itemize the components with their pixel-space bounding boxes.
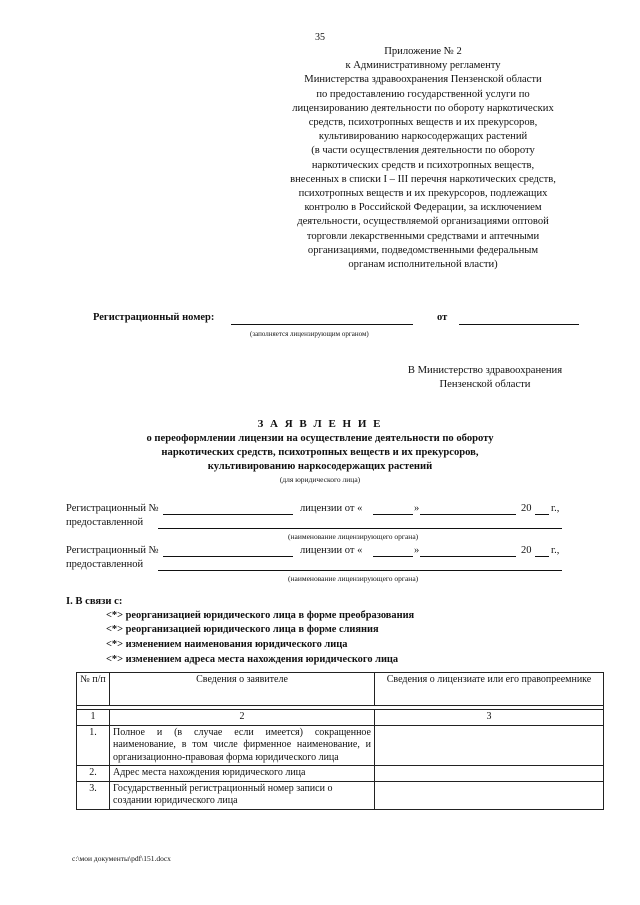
row-label: Полное и (в случае если имеется) сокращенное наименование, в том числе фирменное наименование, и организационно-правовая форма юридического лица bbox=[110, 725, 375, 766]
row-label: Адрес места нахождения юридического лица bbox=[110, 766, 375, 782]
reason-option-address-change[interactable]: <*> изменением адреса места нахождения юридического лица bbox=[106, 654, 399, 665]
document-title: З А Я В Л Е Н И Е bbox=[257, 418, 383, 430]
header-applicant: Сведения о заявителе bbox=[110, 673, 375, 706]
row-value-input[interactable] bbox=[375, 725, 604, 766]
appendix-line: к Административному регламенту bbox=[345, 60, 501, 72]
row-label: Государственный регистрационный номер записи о создании юридического лица bbox=[110, 781, 375, 809]
table-row bbox=[77, 725, 604, 766]
provided-label-2: предоставленной bbox=[66, 559, 144, 570]
appendix-line: органам исполнительной власти) bbox=[348, 259, 498, 271]
appendix-line: Министерства здравоохранения Пензенской области bbox=[304, 74, 542, 86]
year-prefix-2: 20 bbox=[521, 545, 532, 556]
table-header-row bbox=[77, 673, 604, 706]
subtitle-line: наркотических средств, психотропных веществ и их прекурсоров, bbox=[161, 447, 479, 459]
registration-number-field[interactable] bbox=[231, 312, 413, 325]
column-number-row bbox=[77, 710, 604, 726]
document-subtitle bbox=[60, 432, 580, 475]
reg-number-field-1[interactable] bbox=[163, 503, 293, 515]
col-number: 1 bbox=[77, 710, 110, 726]
registration-label: Регистрационный номер: bbox=[93, 312, 215, 323]
registration-note: (заполняется лицензирующим органом) bbox=[250, 330, 369, 338]
ministry-addressee bbox=[360, 364, 610, 392]
page-number: 35 bbox=[315, 32, 325, 43]
reason-option-name-change[interactable]: <*> изменением наименования юридического лица bbox=[106, 639, 348, 650]
registration-date-field[interactable] bbox=[459, 312, 579, 325]
appendix-line: средств, психотропных веществ и их прекурсоров, bbox=[308, 117, 538, 129]
subtitle-line: культивированию наркосодержащих растений bbox=[207, 461, 433, 473]
col-number: 3 bbox=[375, 710, 604, 726]
ministry-line: Пензенской области bbox=[439, 379, 531, 391]
license-month-field-2[interactable] bbox=[420, 545, 516, 557]
entity-type-note: (для юридического лица) bbox=[279, 475, 361, 484]
appendix-line: культивированию наркосодержащих растений bbox=[318, 131, 528, 143]
authority-note-2: (наименование лицензирующего органа) bbox=[288, 574, 419, 583]
subtitle-line: о переоформлении лицензии на осуществление деятельности по обороту bbox=[146, 433, 494, 444]
file-path-footer: c:\мои документы\pdf\151.docx bbox=[72, 854, 171, 863]
year-suffix-1: г., bbox=[551, 503, 560, 514]
appendix-line: организациями, подведомственными федеральным bbox=[307, 244, 539, 256]
year-prefix-1: 20 bbox=[521, 503, 532, 514]
appendix-line: наркотических средств и психотропных веществ, bbox=[311, 159, 535, 171]
quote-close-1: » bbox=[414, 503, 420, 514]
reason-option-merger[interactable]: <*> реорганизацией юридического лица в форме слияния bbox=[106, 624, 379, 635]
appendix-line: деятельности, осуществляемой организациями оптовой bbox=[297, 216, 549, 228]
table-row bbox=[77, 766, 604, 782]
license-row-2 bbox=[66, 545, 159, 556]
appendix-line: внесенных в списки I – III перечня наркотических средств, bbox=[290, 173, 556, 185]
appendix-line: контролю в Российской Федерации, за исключением bbox=[304, 202, 542, 214]
authority-note-1: (наименование лицензирующего органа) bbox=[288, 532, 419, 541]
license-from-label-1: лицензии от « bbox=[300, 503, 363, 514]
license-year-field-2[interactable] bbox=[535, 545, 549, 557]
quote-close-2: » bbox=[414, 545, 420, 556]
appendix-line: (в части осуществления деятельности по обороту bbox=[311, 145, 535, 157]
license-row-1 bbox=[66, 503, 159, 514]
ministry-line: В Министерство здравоохранения bbox=[407, 365, 563, 376]
row-value-input[interactable] bbox=[375, 766, 604, 782]
table-row bbox=[77, 781, 604, 809]
appendix-line: психотропных веществ и их прекурсоров, подлежащих bbox=[298, 188, 548, 200]
license-authority-field-2[interactable] bbox=[158, 559, 562, 571]
appendix-line: лицензированию деятельности по обороту наркотических bbox=[292, 102, 554, 114]
provided-label-1: предоставленной bbox=[66, 517, 144, 528]
registration-from-label: от bbox=[437, 312, 448, 323]
license-day-field-1[interactable] bbox=[373, 503, 413, 515]
appendix-line: Приложение № 2 bbox=[384, 46, 462, 57]
reg-number-field-2[interactable] bbox=[163, 545, 293, 557]
year-suffix-2: г., bbox=[551, 545, 560, 556]
col-number: 2 bbox=[110, 710, 375, 726]
row-value-input[interactable] bbox=[375, 781, 604, 809]
reason-option-transformation[interactable]: <*> реорганизацией юридического лица в форме преобразования bbox=[106, 610, 415, 621]
license-authority-field-1[interactable] bbox=[158, 517, 562, 529]
license-from-label-2: лицензии от « bbox=[300, 545, 363, 556]
applicant-info-table bbox=[76, 672, 604, 810]
header-licensee: Сведения о лицензиате или его правопреемнике bbox=[375, 673, 604, 706]
appendix-line: торговли лекарственными средствами и аптечными bbox=[306, 230, 540, 242]
license-day-field-2[interactable] bbox=[373, 545, 413, 557]
license-month-field-1[interactable] bbox=[420, 503, 516, 515]
reg-label: Регистрационный № bbox=[66, 545, 159, 556]
section-heading: I. В связи с: bbox=[66, 596, 123, 607]
header-num: № п/п bbox=[77, 673, 110, 706]
license-year-field-1[interactable] bbox=[535, 503, 549, 515]
reg-label: Регистрационный № bbox=[66, 503, 159, 514]
appendix-header bbox=[258, 45, 588, 272]
row-number: 2. bbox=[77, 766, 110, 782]
row-number: 1. bbox=[77, 725, 110, 766]
appendix-line: по предоставлению государственной услуги по bbox=[316, 88, 530, 100]
row-number: 3. bbox=[77, 781, 110, 809]
